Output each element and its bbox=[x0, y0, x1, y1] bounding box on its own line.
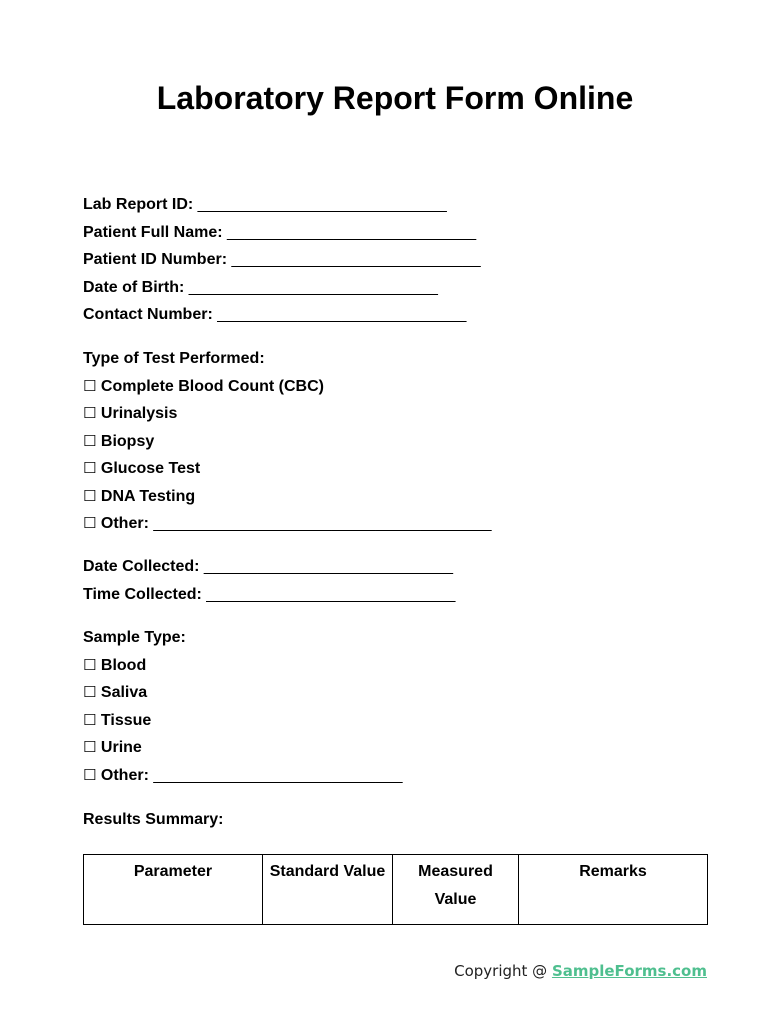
test-option-biopsy[interactable] bbox=[83, 428, 492, 456]
copyright-text: Copyright @ bbox=[454, 962, 552, 980]
date-collected-field bbox=[83, 553, 455, 581]
blank-line[interactable]: ____________________________ bbox=[203, 558, 454, 575]
patient-id-number-field bbox=[83, 246, 481, 274]
sample-type-section bbox=[83, 624, 403, 789]
option-label: Biopsy bbox=[100, 432, 155, 450]
field-label: Patient ID Number: bbox=[83, 251, 228, 268]
checkbox-icon[interactable]: ☐ bbox=[83, 765, 97, 784]
results-section bbox=[83, 806, 224, 834]
results-table bbox=[83, 854, 708, 925]
sample-option-saliva[interactable] bbox=[83, 679, 403, 707]
field-label: Contact Number: bbox=[83, 306, 213, 323]
column-header-standard-value: Standard Value bbox=[263, 855, 393, 925]
blank-line[interactable]: ____________________________ bbox=[153, 766, 403, 784]
option-label: Complete Blood Count (CBC) bbox=[100, 377, 324, 395]
sampleforms-link[interactable]: SampleForms.com bbox=[551, 962, 707, 980]
test-option-other[interactable] bbox=[83, 510, 492, 538]
date-of-birth-field bbox=[83, 274, 481, 302]
test-type-heading: Type of Test Performed: bbox=[83, 350, 265, 367]
column-header-remarks: Remarks bbox=[519, 855, 708, 925]
page-title: Laboratory Report Form Online bbox=[156, 80, 634, 116]
field-label: Patient Full Name: bbox=[83, 223, 223, 241]
contact-number-field bbox=[83, 301, 481, 329]
blank-line[interactable]: ____________________________ bbox=[217, 306, 467, 323]
option-label: Other: bbox=[100, 515, 149, 532]
collection-section bbox=[83, 553, 455, 608]
sample-option-blood[interactable] bbox=[83, 652, 403, 680]
table-header-row bbox=[84, 855, 708, 925]
blank-line[interactable]: ____________________________ bbox=[188, 278, 438, 296]
checkbox-icon[interactable]: ☐ bbox=[83, 404, 97, 422]
option-label: DNA Testing bbox=[100, 487, 196, 505]
blank-line[interactable]: ____________________________ bbox=[197, 196, 447, 213]
test-type-section bbox=[83, 345, 492, 538]
checkbox-icon[interactable]: ☐ bbox=[83, 738, 97, 756]
checkbox-icon[interactable]: ☐ bbox=[83, 655, 97, 674]
test-option-dna[interactable] bbox=[83, 483, 492, 511]
lab-report-id-field bbox=[83, 191, 481, 219]
blank-line[interactable]: ____________________________ bbox=[227, 223, 477, 241]
column-header-parameter: Parameter bbox=[84, 855, 263, 925]
checkbox-icon[interactable]: ☐ bbox=[83, 683, 97, 701]
test-option-glucose[interactable] bbox=[83, 455, 492, 483]
field-label: Lab Report ID: bbox=[83, 196, 194, 213]
time-collected-field bbox=[83, 581, 455, 609]
option-label: Urine bbox=[100, 739, 142, 756]
sample-option-urine[interactable] bbox=[83, 734, 403, 762]
option-label: Blood bbox=[100, 656, 147, 674]
blank-line[interactable]: ____________________________ bbox=[231, 251, 481, 268]
option-label: Tissue bbox=[100, 711, 152, 729]
option-label: Glucose Test bbox=[100, 460, 201, 477]
field-label: Date Collected: bbox=[83, 558, 200, 575]
copyright-footer bbox=[454, 962, 707, 980]
sample-option-other[interactable] bbox=[83, 762, 403, 790]
test-option-urinalysis[interactable] bbox=[83, 400, 492, 428]
checkbox-icon[interactable]: ☐ bbox=[83, 459, 97, 477]
field-label: Date of Birth: bbox=[83, 278, 185, 296]
patient-full-name-field bbox=[83, 219, 481, 247]
checkbox-icon[interactable]: ☐ bbox=[83, 710, 97, 729]
sample-type-heading: Sample Type: bbox=[83, 629, 186, 646]
blank-line[interactable]: ____________________________ bbox=[206, 585, 456, 603]
results-heading: Results Summary: bbox=[83, 811, 224, 828]
checkbox-icon[interactable]: ☐ bbox=[83, 514, 97, 532]
checkbox-icon[interactable]: ☐ bbox=[83, 376, 97, 395]
checkbox-icon[interactable]: ☐ bbox=[83, 486, 97, 505]
blank-line[interactable]: ______________________________________ bbox=[153, 515, 492, 532]
patient-info-section bbox=[83, 191, 481, 329]
field-label: Time Collected: bbox=[83, 585, 202, 603]
option-label: Urinalysis bbox=[100, 405, 178, 422]
option-label: Other: bbox=[100, 766, 149, 784]
test-option-cbc[interactable] bbox=[83, 373, 492, 401]
sample-option-tissue[interactable] bbox=[83, 707, 403, 735]
checkbox-icon[interactable]: ☐ bbox=[83, 431, 97, 450]
option-label: Saliva bbox=[100, 684, 148, 701]
column-header-measured-value: Measured Value bbox=[393, 855, 519, 925]
